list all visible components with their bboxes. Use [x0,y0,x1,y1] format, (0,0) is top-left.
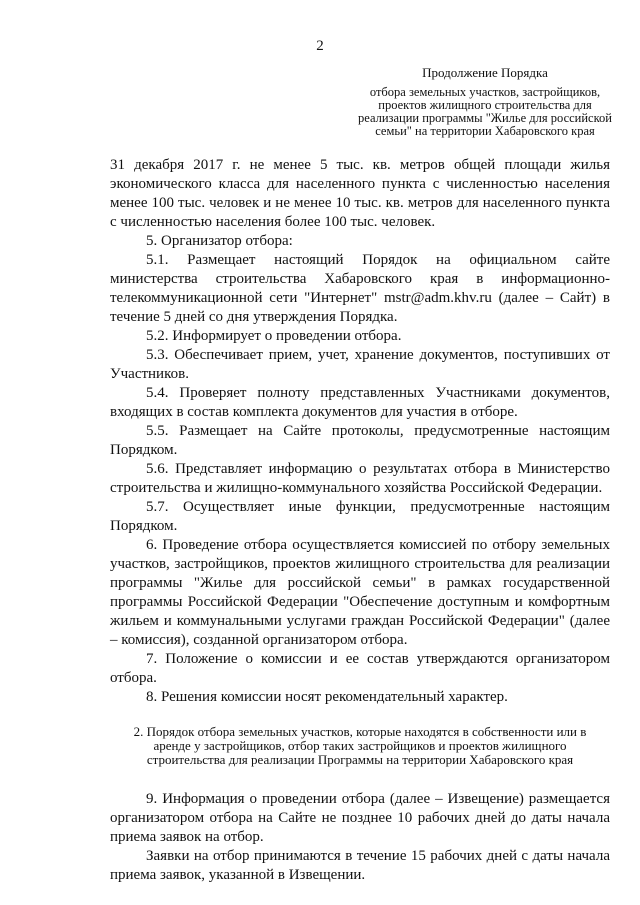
paragraph-5-3: 5.3. Обеспечивает прием, учет, хранение документов, поступивших от Участников. [110,347,610,382]
paragraph-6: 6. Проведение отбора осуществляется комиссией по отбору земельных участков, застройщиков, проектов жилищного строительства для реализации программы "Жилье для российской семьи" в рамках государственной программы Российской Федерации "Обеспечение доступным и комфортным жильем и коммунальными услугами граждан Российской Федерации" (далее – комиссия), созданной организатором отбора. [110,537,610,648]
paragraph-5-2: 5.2. Информирует о проведении отбора. [146,328,402,344]
paragraph-continuation: 31 декабря 2017 г. не менее 5 тыс. кв. метров общей площади жилья экономического класса для населенного пункта с численностью населения менее 100 тыс. человек и не менее 10 тыс. кв. метров для населенного пункта с численностью населения более 100 тыс. человек. [110,157,610,230]
paragraph-applications: Заявки на отбор принимаются в течение 15 рабочих дней с даты начала приема заявок, указанной в Извещении. [110,848,610,883]
paragraph-5: 5. Организатор отбора: [146,233,293,249]
paragraph-9: 9. Информация о проведении отбора (далее – Извещение) размещается организатором отбора на Сайте не позднее 10 рабочих дней до даты начала приема заявок на отбор. [110,791,610,845]
paragraph-5-1: 5.1. Размещает настоящий Порядок на официальном сайте министерства строительства Хабаровского края в информационно-телекоммуникационной сети "Интернет" mstr@adm.khv.ru (далее – Сайт) в течение 5 дней со дня утверждения Порядка. [110,252,610,325]
section-heading: 2. Порядок отбора земельных участков, которые находятся в собственности или в аренде у застройщиков, отбор таких застройщиков и проектов жилищного строительства для реализации Программы на территории Хабаровского края [133,724,587,767]
paragraph-8: 8. Решения комиссии носят рекомендательный характер. [146,689,508,705]
paragraph-5-7: 5.7. Осуществляет иные функции, предусмотренные настоящим Порядком. [110,499,610,534]
page-number: 2 [316,38,324,54]
header-subtitle: отбора земельных участков, застройщиков, проектов жилищного строительства для реализации программы "Жилье для российской семьи" на территории Хабаровского края [358,85,612,138]
paragraph-5-4: 5.4. Проверяет полноту представленных Участниками документов, входящих в состав комплекта документов для участия в отборе. [110,385,610,420]
document-body [110,156,610,885]
paragraph-7: 7. Положение о комиссии и ее состав утверждаются организатором отбора. [110,651,610,686]
header-title: Продолжение Порядка [422,65,548,80]
paragraph-5-5: 5.5. Размещает на Сайте протоколы, предусмотренные настоящим Порядком. [110,423,610,458]
paragraph-5-6: 5.6. Представляет информацию о результатах отбора в Министерство строительства и жилищно-коммунального хозяйства Российской Федерации. [110,461,610,496]
